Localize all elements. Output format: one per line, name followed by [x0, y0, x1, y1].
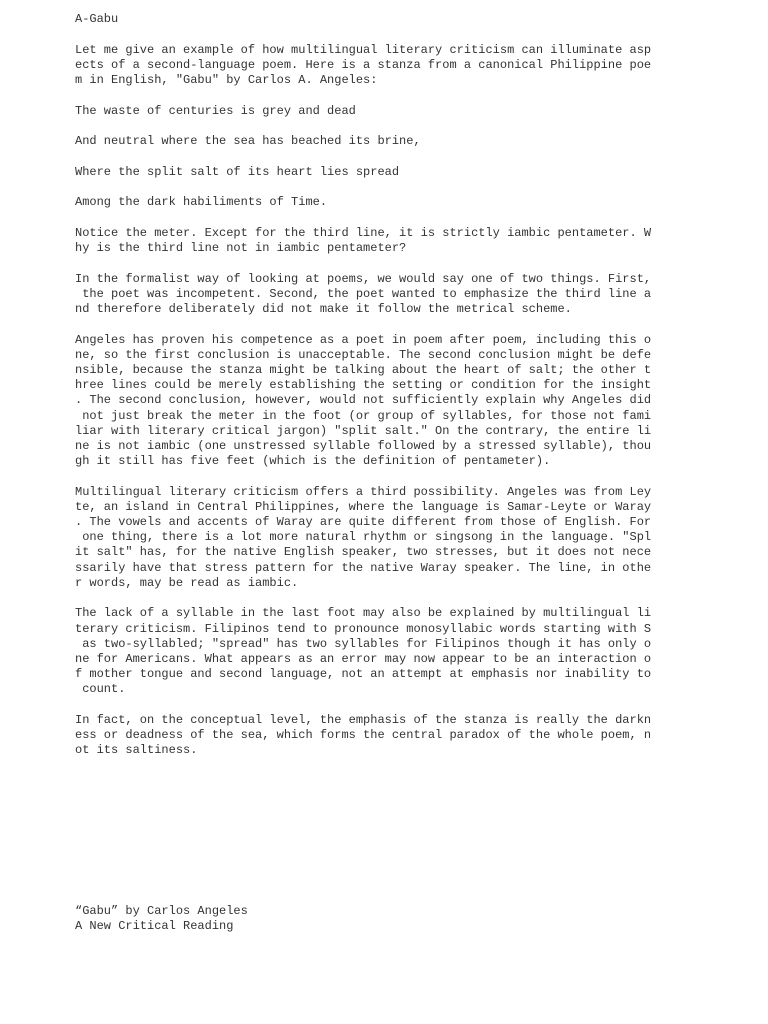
text-line: . The vowels and accents of Waray are quite different from those of English. For [75, 515, 652, 530]
text-line: liar with literary critical jargon) "split salt." On the contrary, the entire li [75, 423, 652, 438]
document-page [75, 12, 675, 758]
text-line: r words, may be read as iambic. [75, 575, 299, 590]
angeles-paragraph [75, 333, 675, 470]
spacer [75, 210, 675, 225]
text-line: f mother tongue and second language, not an attempt at emphasis nor inability to [75, 667, 652, 682]
text-line: te, an island in Central Philippines, where the language is Samar-Leyte or Waray [75, 499, 652, 514]
text-line: In fact, on the conceptual level, the emphasis of the stanza is really the darkn [75, 712, 652, 727]
text-line: ne is not iambic (one unstressed syllable followed by a stressed syllable), thou [75, 438, 652, 453]
text-line: it salt" has, for the native English speaker, two stresses, but it does not nece [75, 545, 652, 560]
text-line: terary criticism. Filipinos tend to pronounce monosyllabic words starting with S [75, 621, 652, 636]
multilingual-paragraph [75, 485, 675, 591]
meter-paragraph [75, 226, 675, 256]
text-line: as two-syllabled; "spread" has two syllables for Filipinos though it has only o [75, 636, 652, 651]
document-title: A-Gabu [75, 12, 119, 26]
text-line: ne, so the first conclusion is unacceptable. The second conclusion might be defe [75, 347, 652, 362]
footer-title: “Gabu” by Carlos Angeles [75, 904, 248, 918]
document-footer [75, 904, 675, 934]
stanza-line-3: Where the split salt of its heart lies spread [75, 164, 400, 179]
text-line: count. [75, 682, 126, 697]
text-line: nsible, because the stanza might be talking about the heart of salt; the other t [75, 362, 652, 377]
stanza-line-2: And neutral where the sea has beached its brine, [75, 134, 421, 149]
syllable-paragraph [75, 606, 675, 697]
text-line: The lack of a syllable in the last foot may also be explained by multilingual li [75, 606, 652, 621]
text-line: not just break the meter in the foot (or group of syllables, for those not fami [75, 408, 652, 423]
text-line: nd therefore deliberately did not make it follow the metrical scheme. [75, 301, 572, 316]
text-line: Let me give an example of how multilingual literary criticism can illuminate asp [75, 42, 652, 57]
text-line: hree lines could be merely establishing the setting or condition for the insight [75, 378, 652, 393]
text-line: m in English, "Gabu" by Carlos A. Angeles: [75, 72, 378, 87]
text-line: ects of a second-language poem. Here is a stanza from a canonical Philippine poe [75, 57, 652, 72]
spacer [75, 119, 675, 134]
formalist-paragraph [75, 272, 675, 318]
spacer [75, 27, 675, 42]
text-line: gh it still has five feet (which is the definition of pentameter). [75, 454, 551, 469]
spacer [75, 180, 675, 195]
spacer [75, 591, 675, 606]
spacer [75, 256, 675, 271]
text-line: hy is the third line not in iambic pentameter? [75, 241, 407, 256]
text-line: one thing, there is a lot more natural rhythm or singsong in the language. "Spl [75, 530, 652, 545]
text-line: ssarily have that stress pattern for the native Waray speaker. The line, in othe [75, 560, 652, 575]
stanza-line-1: The waste of centuries is grey and dead [75, 103, 356, 118]
spacer [75, 88, 675, 103]
spacer [75, 317, 675, 332]
text-line: ot its saltiness. [75, 743, 198, 758]
text-line: Multilingual literary criticism offers a third possibility. Angeles was from Ley [75, 484, 652, 499]
text-line: In the formalist way of looking at poems, we would say one of two things. First, [75, 271, 652, 286]
intro-paragraph [75, 43, 675, 89]
text-line: ne for Americans. What appears as an error may now appear to be an interaction o [75, 651, 652, 666]
spacer [75, 149, 675, 164]
text-line: Notice the meter. Except for the third line, it is strictly iambic pentameter. W [75, 225, 652, 240]
text-line: the poet was incompetent. Second, the poet wanted to emphasize the third line a [75, 286, 652, 301]
conceptual-paragraph [75, 713, 675, 759]
spacer [75, 697, 675, 712]
stanza-line-4: Among the dark habiliments of Time. [75, 195, 328, 210]
spacer [75, 469, 675, 484]
text-line: . The second conclusion, however, would not sufficiently explain why Angeles did [75, 393, 652, 408]
text-line: Angeles has proven his competence as a poet in poem after poem, including this o [75, 332, 652, 347]
text-line: ess or deadness of the sea, which forms the central paradox of the whole poem, n [75, 728, 652, 743]
footer-subtitle: A New Critical Reading [75, 919, 234, 934]
